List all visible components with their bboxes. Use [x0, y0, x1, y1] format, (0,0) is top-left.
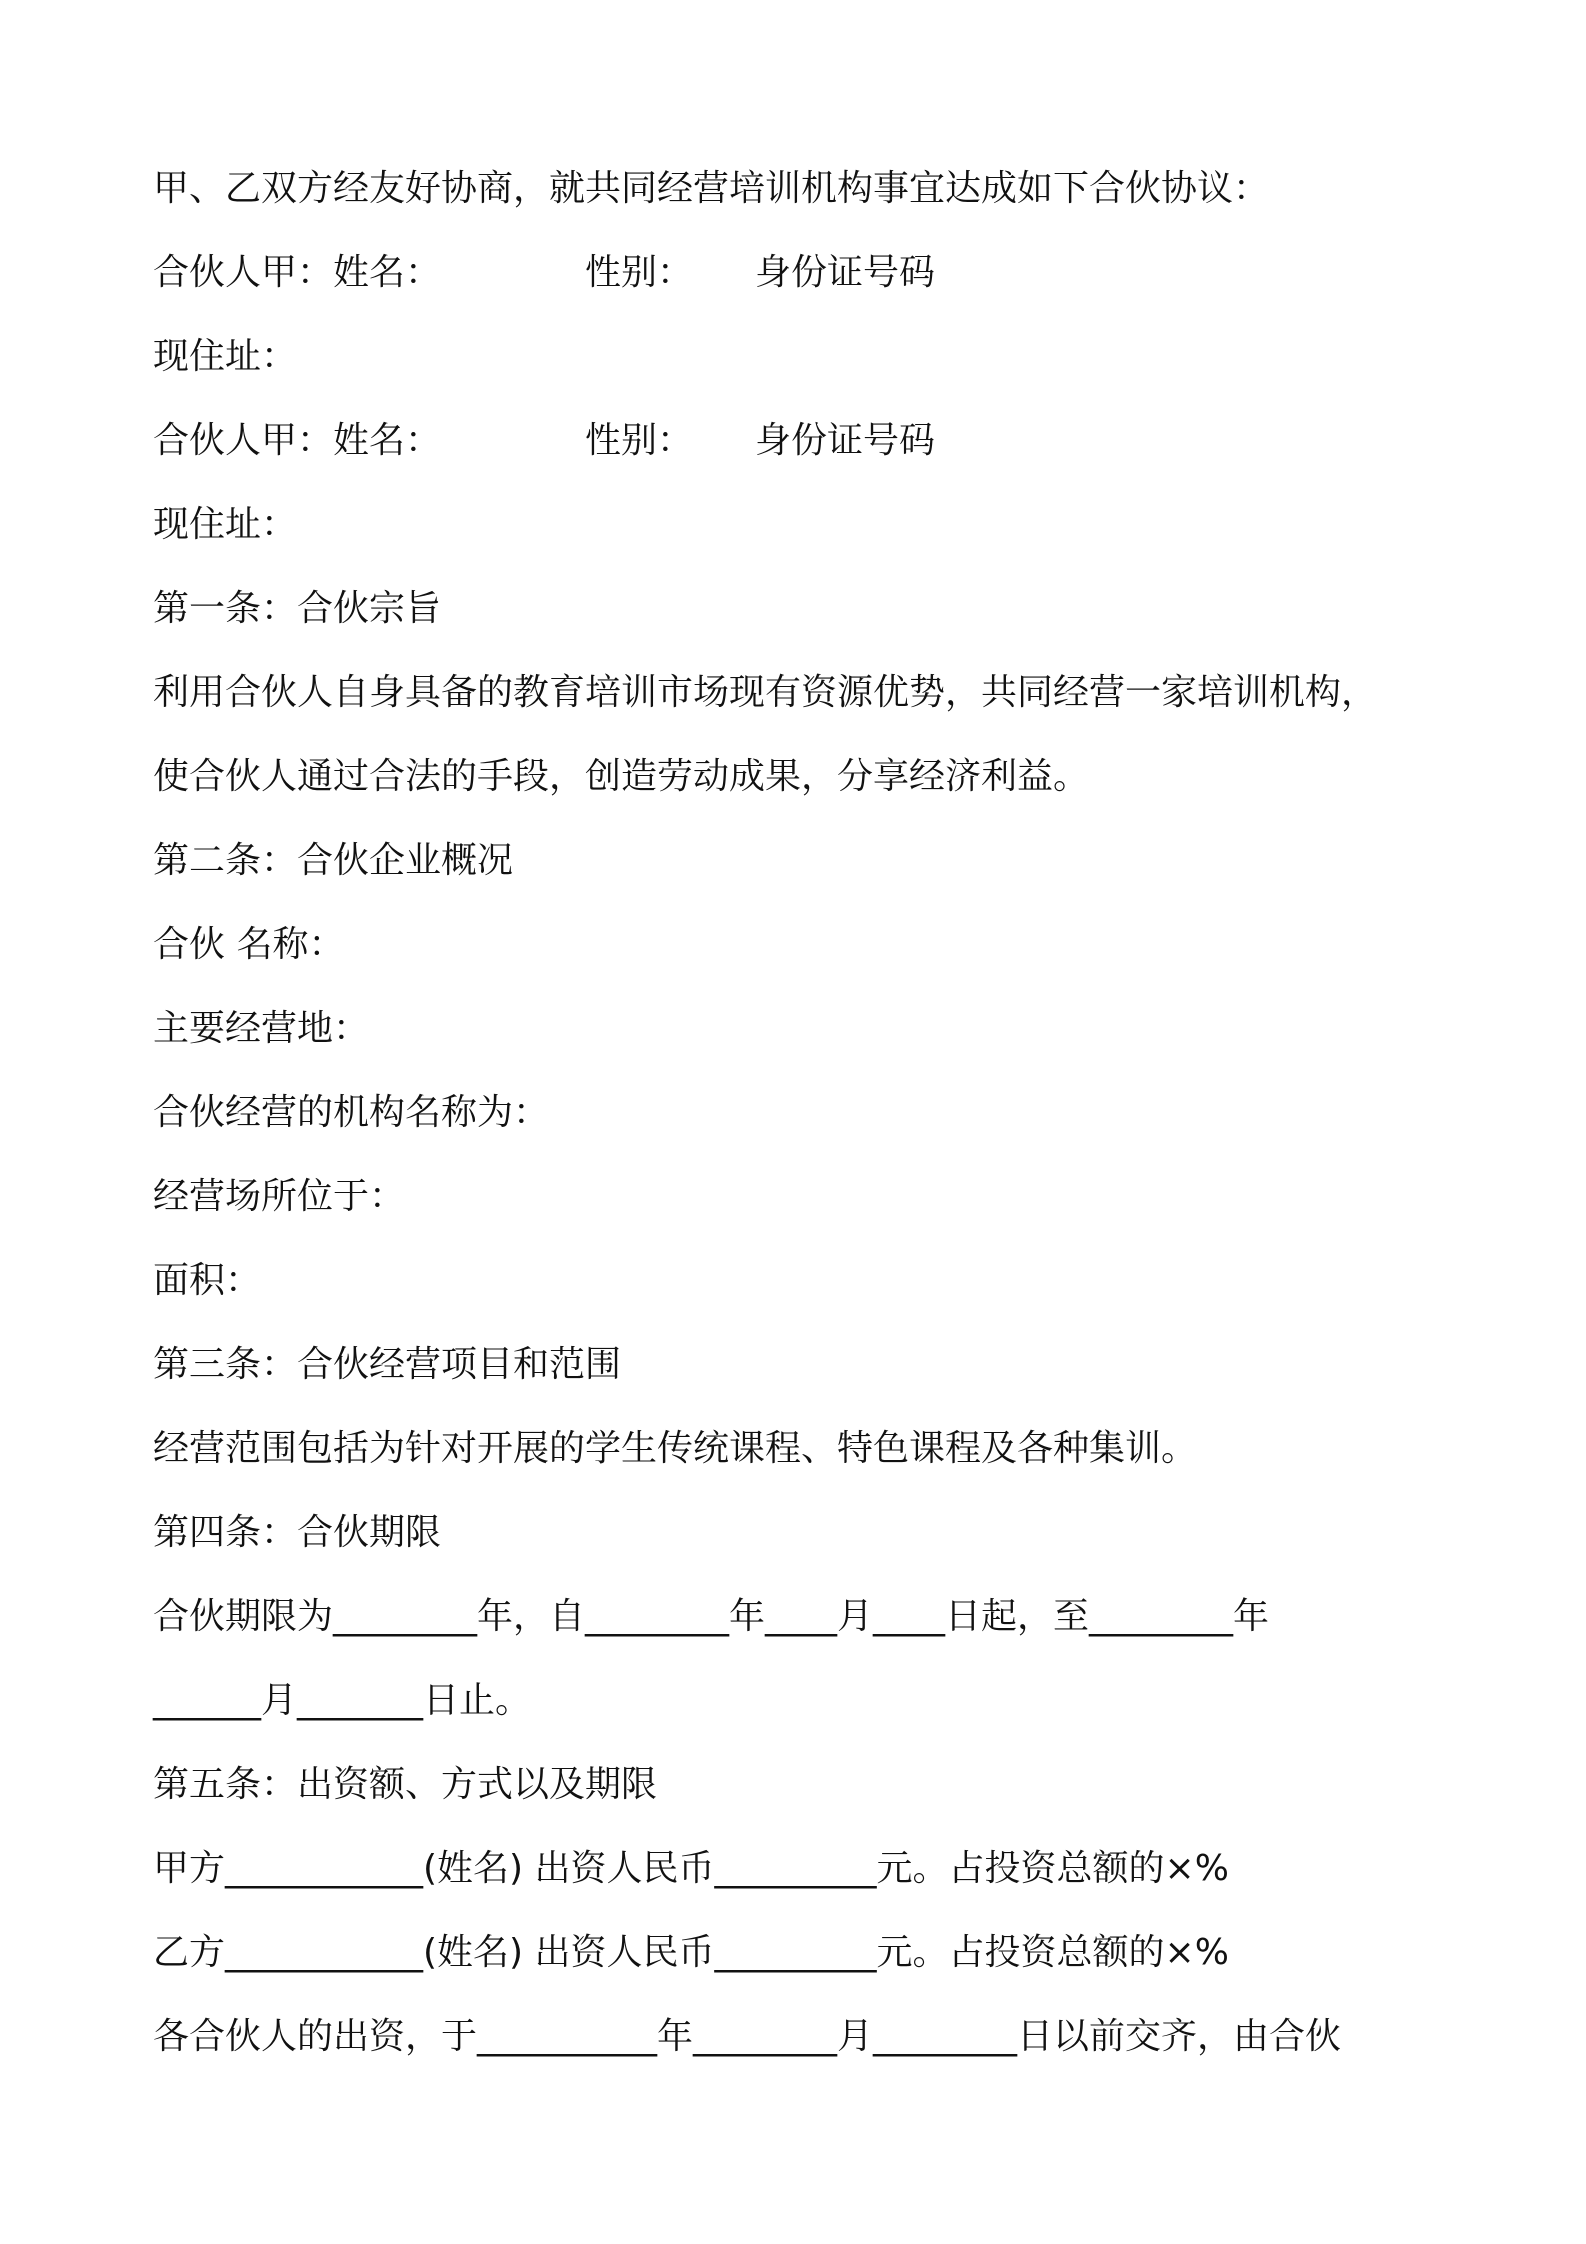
party-b-contribution: 乙方___________(姓名) 出资人民币_________元。占投资总额的×%: [153, 1932, 1229, 1973]
partner-name-label: 合伙人甲：姓名：: [153, 420, 442, 461]
article-2-heading: 第二条：合伙企业概况: [153, 840, 514, 881]
partner-b-address: 现住址：: [153, 504, 298, 545]
partner-gender-label: 性别：: [585, 420, 694, 461]
partner-a-info-row: [153, 251, 935, 295]
business-premises-field: 经营场所位于：: [153, 1176, 406, 1217]
party-a-contribution: 甲方___________(姓名) 出资人民币_________元。占投资总额的×%: [153, 1848, 1229, 1889]
article-3-heading: 第三条：合伙经营项目和范围: [153, 1344, 622, 1385]
partner-a-address: 现住址：: [153, 336, 298, 377]
partner-id-label: 身份证号码: [755, 252, 936, 293]
partner-gender-label: 性别：: [585, 252, 694, 293]
article-5-heading: 第五条：出资额、方式以及期限: [153, 1764, 658, 1805]
contribution-deadline: 各合伙人的出资，于__________年________月________日以前交齐，由合伙: [153, 2016, 1342, 2057]
partner-name-label: 合伙人甲：姓名：: [153, 252, 442, 293]
partnership-name-field: 合伙 名称：: [153, 924, 345, 965]
area-field: 面积：: [153, 1260, 262, 1301]
intro-paragraph: 甲、乙双方经友好协商，就共同经营培训机构事宜达成如下合伙协议：: [153, 168, 1270, 209]
partner-id-label: 身份证号码: [755, 420, 936, 461]
partner-b-info-row: [153, 419, 935, 463]
article-1-heading: 第一条：合伙宗旨: [153, 588, 442, 629]
article-4-term-line-1: 合伙期限为________年，自________年____月____日起，至________年: [153, 1596, 1270, 1637]
article-1-text-line-2: 使合伙人通过合法的手段，创造劳动成果，分享经济利益。: [153, 756, 1090, 797]
institution-name-field: 合伙经营的机构名称为：: [153, 1092, 550, 1133]
article-4-heading: 第四条：合伙期限: [153, 1512, 442, 1553]
main-business-location-field: 主要经营地：: [153, 1008, 370, 1049]
article-3-text: 经营范围包括为针对开展的学生传统课程、特色课程及各种集训。: [153, 1428, 1198, 1469]
article-1-text-line-1: 利用合伙人自身具备的教育培训市场现有资源优势，共同经营一家培训机构，: [153, 672, 1378, 713]
article-4-term-line-2: ______月_______日止。: [153, 1680, 532, 1721]
